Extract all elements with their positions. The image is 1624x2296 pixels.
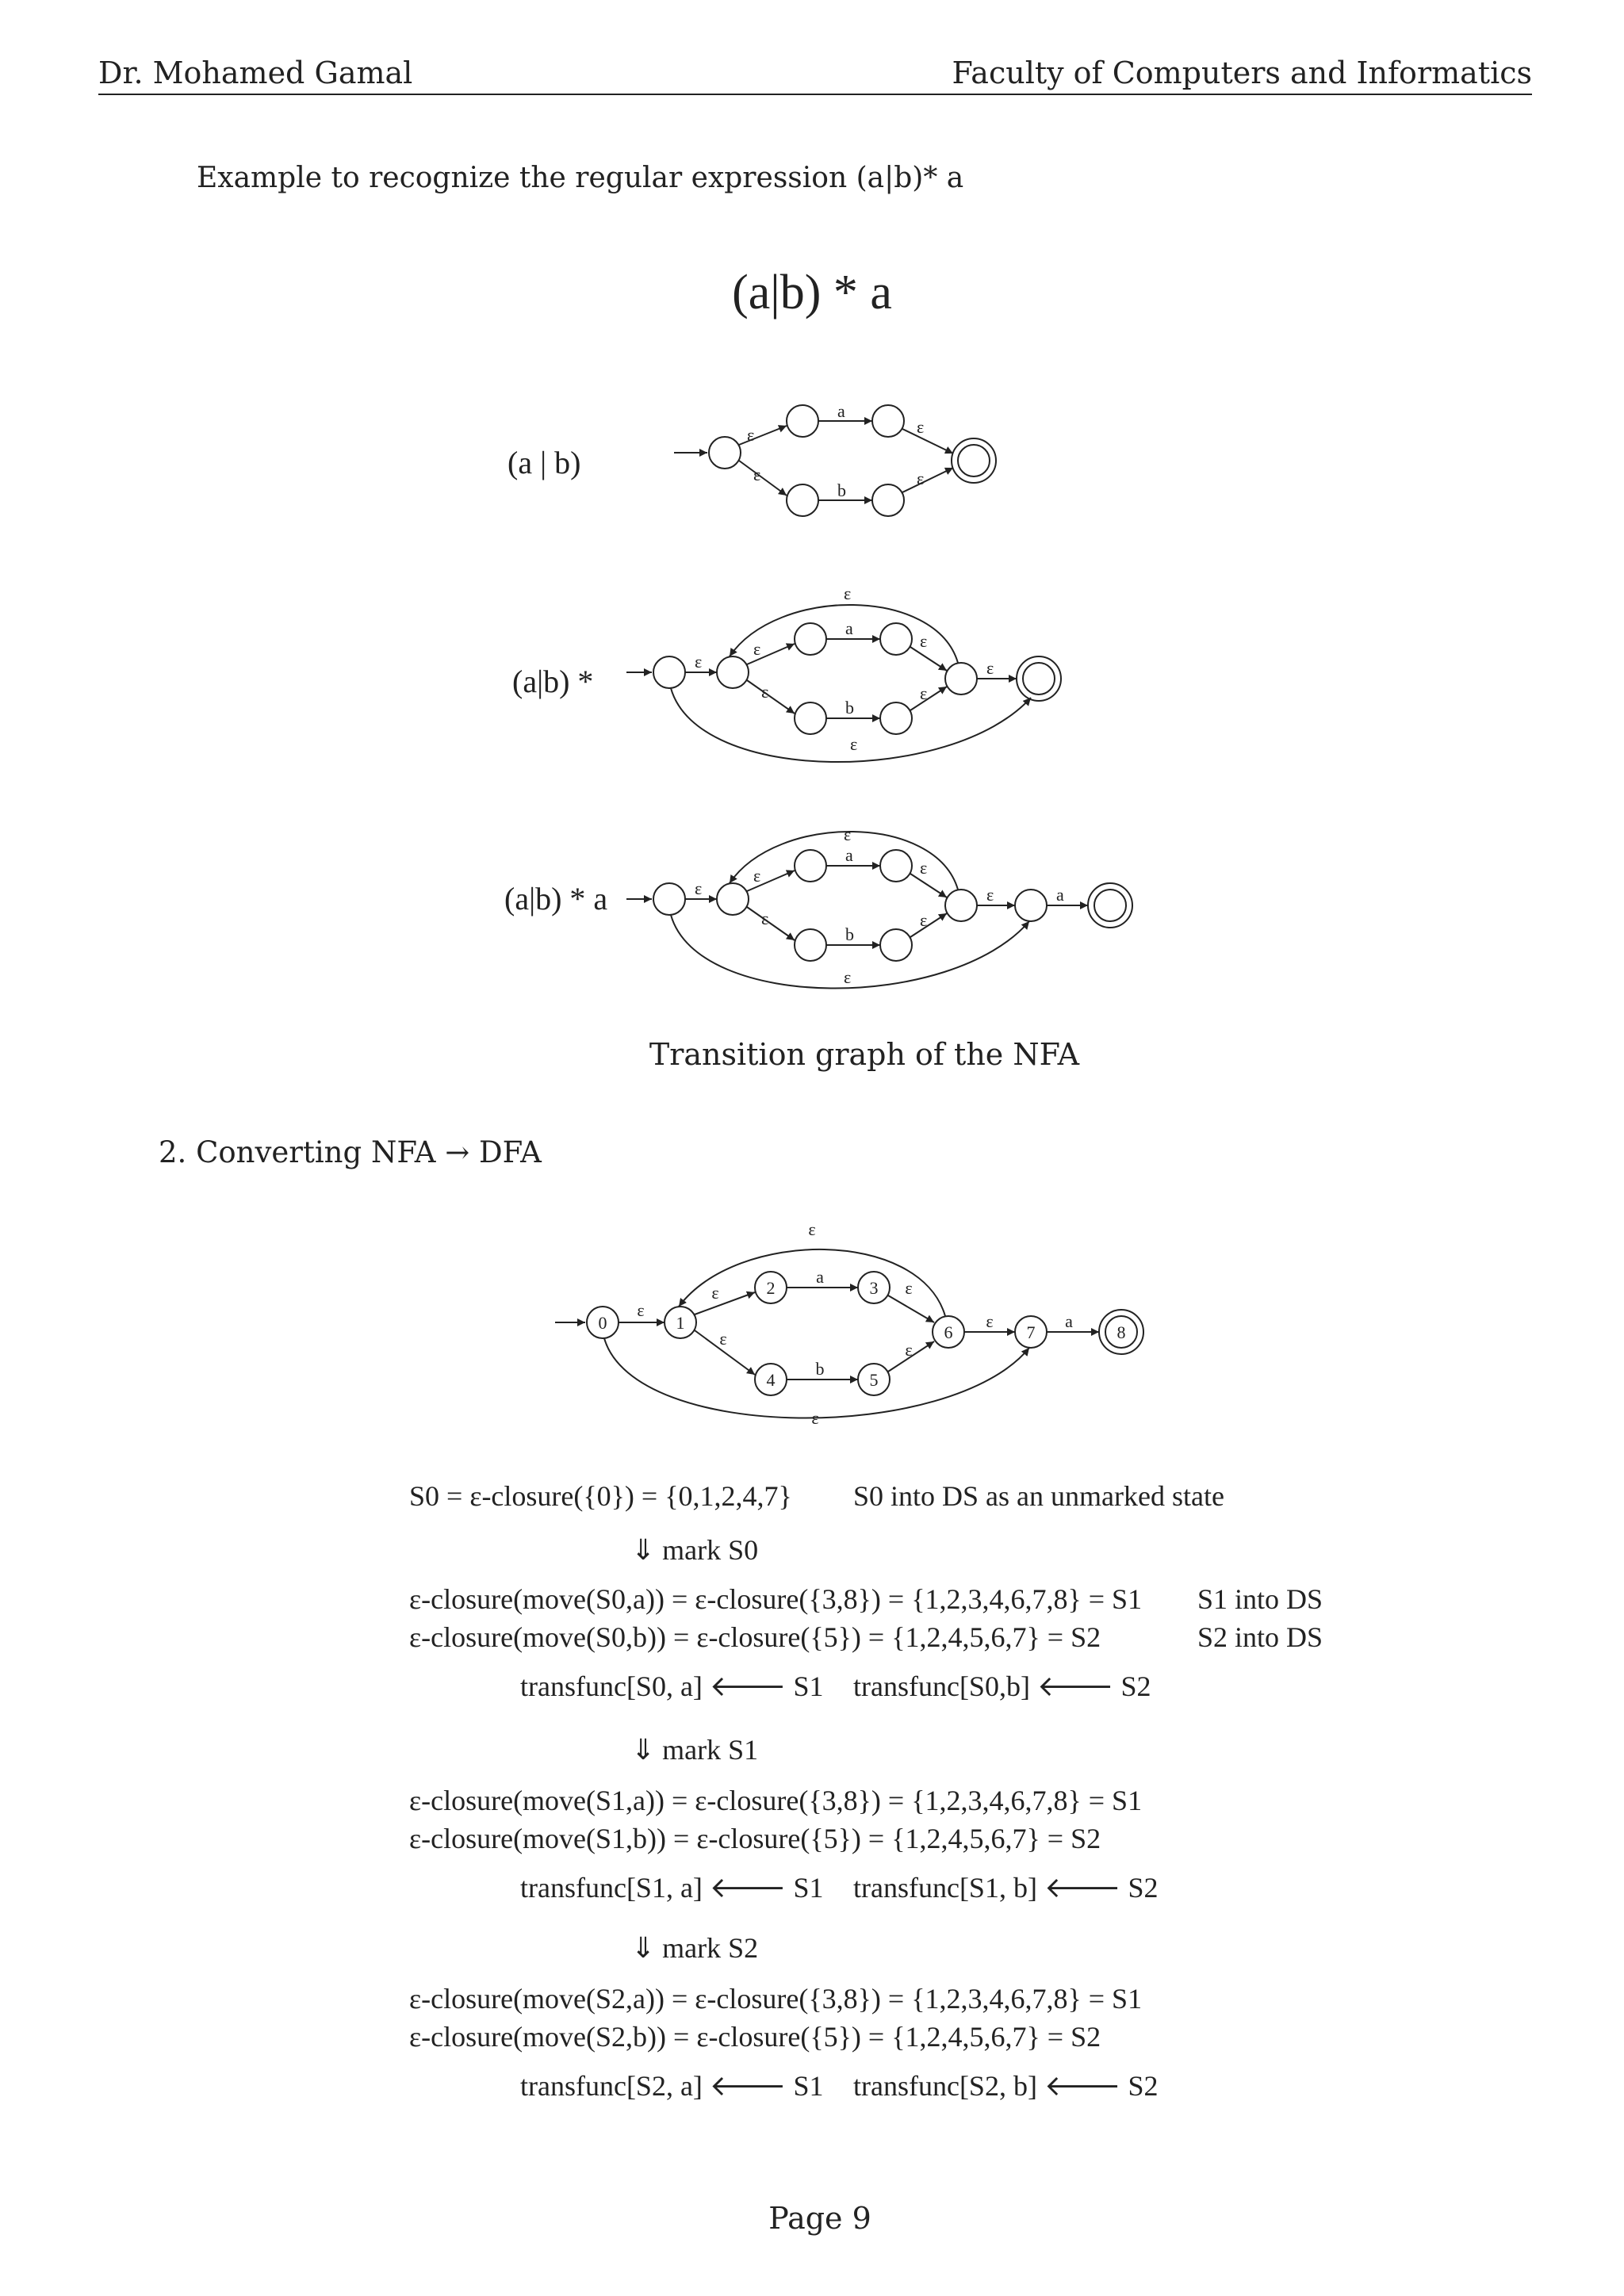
edge-label: ε: [761, 682, 769, 702]
edge-label: ε: [711, 1283, 719, 1303]
nfa-star: [626, 605, 1061, 762]
edge-label: ε: [719, 1329, 727, 1349]
nfa-state: [872, 484, 904, 516]
transfunc-s2-b: transfunc[S2, b] 🡐 S2: [853, 2070, 1159, 2102]
state-label: 0: [598, 1313, 607, 1333]
s1-move-b: ε-closure(move(S1,b)) = ε-closure({5}) = {1,2,4,5,6,7} = S2: [409, 1823, 1101, 1854]
s2-move-b: ε-closure(move(S2,b)) = ε-closure({5}) = {1,2,4,5,6,7} = S2: [409, 2021, 1101, 2053]
nfa-state: [945, 663, 977, 695]
mark-s2: ⇓ mark S2: [631, 1932, 759, 1964]
s1-move-a: ε-closure(move(S1,a)) = ε-closure({3,8}) = {1,2,3,4,6,7,8} = S1: [409, 1785, 1143, 1816]
nfa-state: [787, 484, 818, 516]
edge-label: ε: [808, 1219, 816, 1239]
nfa-edge: [902, 429, 953, 453]
edge-label: ε: [917, 469, 925, 488]
nfa-edge: [910, 647, 947, 671]
edge-label: ε: [844, 967, 852, 987]
s0-definition: S0 = ε-closure({0}) = {0,1,2,4,7}: [409, 1480, 792, 1512]
intro-text: Example to recognize the regular expression (a|b)* a: [197, 162, 964, 194]
header-author: Dr. Mohamed Gamal: [98, 55, 413, 90]
edge-label: a: [816, 1267, 824, 1287]
edge-label: a: [1056, 885, 1064, 905]
edge-label: b: [845, 698, 854, 718]
s0-move-b: ε-closure(move(S0,b)) = ε-closure({5}) = {1,2,4,5,6,7} = S2: [409, 1621, 1101, 1653]
nfa-concat: [626, 832, 1132, 989]
nfa-state: [717, 883, 749, 915]
mark-s1: ⇓ mark S1: [631, 1734, 759, 1766]
s1-into-ds: S1 into DS: [1197, 1583, 1323, 1615]
edge-label: b: [837, 480, 846, 500]
nfa-state: [945, 890, 977, 921]
edge-label: ε: [753, 639, 761, 659]
edge-label: ε: [986, 1311, 994, 1331]
dfa-edge: [695, 1292, 755, 1314]
edge-label: b: [815, 1359, 825, 1379]
dfa-edge: [888, 1295, 934, 1322]
nfa-edge: [747, 907, 795, 940]
mark-s0: ⇓ mark S0: [631, 1534, 759, 1566]
edge-label: ε: [753, 465, 761, 484]
nfa-edge: [747, 680, 795, 714]
nfa-final-state-inner: [1094, 890, 1126, 921]
transfunc-s0-a: transfunc[S0, a] 🡐 S1: [520, 1670, 824, 1702]
nfa-state: [880, 850, 912, 882]
figure-title: (a|b) * a: [732, 266, 892, 320]
edge-label: ε: [695, 652, 703, 672]
nfa-state: [653, 656, 685, 688]
edge-label: a: [837, 401, 845, 421]
s2-move-a: ε-closure(move(S2,a)) = ε-closure({3,8}) = {1,2,3,4,6,7,8} = S1: [409, 1983, 1143, 2015]
state-label: 1: [676, 1313, 685, 1333]
nfa-state: [880, 702, 912, 734]
nfa-final-state-inner: [958, 445, 990, 476]
transfunc-s1-b: transfunc[S1, b] 🡐 S2: [853, 1872, 1159, 1904]
edge-label: ε: [637, 1300, 645, 1320]
nfa-state: [795, 929, 826, 961]
state-label: 5: [869, 1370, 879, 1390]
edge-label: ε: [850, 734, 858, 754]
nfa-state: [872, 405, 904, 437]
nfa-state: [787, 405, 818, 437]
edge-label: ε: [917, 417, 925, 437]
state-label: 8: [1116, 1322, 1126, 1342]
section-heading: 2. Converting NFA → DFA: [159, 1135, 542, 1169]
nfa-edge: [739, 426, 787, 445]
s0-note: S0 into DS as an unmarked state: [853, 1480, 1224, 1512]
nfa-state: [880, 929, 912, 961]
nfa-edge: [910, 874, 947, 897]
nfa-edge: [902, 468, 953, 492]
page-number: Page 9: [768, 2201, 871, 2236]
nfa-edge: [910, 913, 947, 937]
edge-label: ε: [920, 858, 928, 878]
row-label-star: (a|b) *: [512, 664, 594, 699]
state-label: 4: [766, 1370, 776, 1390]
s2-into-ds: S2 into DS: [1197, 1621, 1323, 1653]
nfa-state: [709, 437, 741, 469]
state-label: 7: [1026, 1322, 1036, 1342]
numbered-nfa: [0, 1189, 1624, 1451]
edge-label: ε: [920, 683, 928, 703]
edge-label: ε: [747, 425, 755, 445]
nfa-state: [795, 623, 826, 655]
edge-label: ε: [695, 878, 703, 898]
row-label-union: (a | b): [508, 445, 581, 480]
nfa-edge: [739, 461, 787, 496]
edge-label: a: [1065, 1311, 1073, 1331]
nfa-state: [880, 623, 912, 655]
transfunc-s1-a: transfunc[S1, a] 🡐 S1: [520, 1872, 824, 1904]
edge-label: ε: [844, 825, 852, 844]
transfunc-s2-a: transfunc[S2, a] 🡐 S1: [520, 2070, 824, 2102]
s0-move-a: ε-closure(move(S0,a)) = ε-closure({3,8}) = {1,2,3,4,6,7,8} = S1: [409, 1583, 1143, 1615]
edge-label: ε: [920, 910, 928, 930]
header-faculty: Faculty of Computers and Informatics: [952, 55, 1532, 90]
edge-label: a: [845, 845, 853, 865]
edge-label: ε: [753, 866, 761, 886]
nfa-state: [795, 702, 826, 734]
nfa-edge: [910, 687, 947, 710]
state-label: 6: [944, 1322, 953, 1342]
edge-label: ε: [986, 885, 994, 905]
row-label-concat: (a|b) * a: [504, 881, 608, 916]
edge-label: ε: [920, 631, 928, 651]
edge-label: ε: [905, 1278, 913, 1298]
edge-label: a: [845, 618, 853, 638]
edge-label: ε: [844, 584, 852, 603]
state-label: 2: [766, 1278, 776, 1298]
edge-label: ε: [811, 1408, 819, 1428]
nfa-state: [717, 656, 749, 688]
nfa-state: [1015, 890, 1047, 921]
nfa-state: [795, 850, 826, 882]
nfa-union: [674, 405, 996, 516]
transfunc-s0-b: transfunc[S0,b] 🡐 S2: [853, 1670, 1151, 1702]
edge-label: b: [845, 924, 854, 944]
nfa-state: [653, 883, 685, 915]
edge-label: ε: [905, 1340, 913, 1360]
state-label: 3: [869, 1278, 879, 1298]
edge-label: ε: [986, 658, 994, 678]
edge-label: ε: [761, 909, 769, 928]
nfa-final-state-inner: [1023, 663, 1055, 695]
figure-caption: Transition graph of the NFA: [649, 1037, 1080, 1072]
nfa-figures: [0, 0, 1624, 1031]
